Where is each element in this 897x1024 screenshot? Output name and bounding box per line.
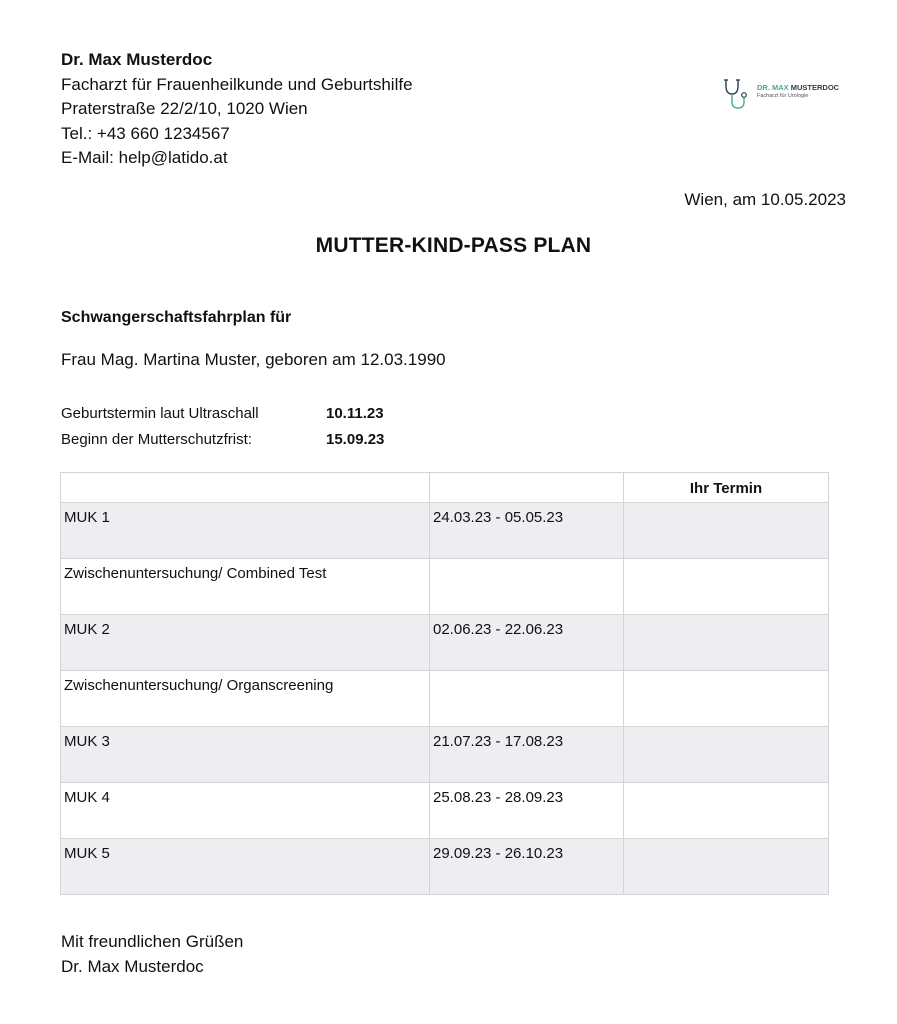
- appointment-cell: [624, 615, 829, 671]
- info-value: 15.09.23: [326, 431, 385, 448]
- table-header-cell: [430, 473, 624, 503]
- sender-specialty: Facharzt für Frauenheilkunde und Geburtshilfe: [61, 74, 413, 94]
- appointment-cell: [624, 727, 829, 783]
- sender-phone: Tel.: +43 660 1234567: [61, 123, 230, 143]
- page-title: MUTTER-KIND-PASS PLAN: [315, 234, 592, 257]
- appointment-cell: [624, 559, 829, 615]
- table-row: [61, 615, 829, 671]
- date-line: Wien, am 10.05.2023: [684, 190, 846, 209]
- patient-line: Frau Mag. Martina Muster, geboren am 12.03.1990: [61, 350, 446, 369]
- period-cell: 24.03.23 - 05.05.23: [430, 503, 624, 559]
- info-label: Geburtstermin laut Ultraschall: [61, 405, 259, 422]
- info-value: 10.11.23: [326, 405, 384, 422]
- sender-name: Dr. Max Musterdoc: [61, 50, 213, 69]
- info-row-maternity-leave: [61, 427, 384, 453]
- table-row: [61, 559, 829, 615]
- period-cell: 29.09.23 - 26.10.23: [430, 839, 624, 895]
- logo-subtitle: Facharzt für Urologie: [757, 93, 809, 99]
- table-row: [61, 839, 829, 895]
- period-cell: 02.06.23 - 22.06.23: [430, 615, 624, 671]
- appointment-cell: [624, 839, 829, 895]
- table-header-appointment: Ihr Termin: [624, 473, 829, 503]
- closing-greeting: Mit freundlichen Grüßen: [61, 932, 244, 951]
- table-row: [61, 783, 829, 839]
- exam-cell: Zwischenuntersuchung/ Combined Test: [61, 559, 430, 615]
- sender-email: E-Mail: help@latido.at: [61, 148, 228, 167]
- exam-cell: MUK 3: [61, 727, 430, 783]
- practice-logo: [722, 76, 852, 116]
- table-header-cell: [61, 473, 430, 503]
- table-row: [61, 671, 829, 727]
- table-header-row: [61, 473, 829, 503]
- period-cell: [430, 559, 624, 615]
- closing-block: [61, 929, 243, 979]
- table-row: [61, 503, 829, 559]
- info-label: Beginn der Mutterschutzfrist:: [61, 431, 252, 448]
- exam-cell: MUK 4: [61, 783, 430, 839]
- period-cell: [430, 671, 624, 727]
- logo-title-part2: MUSTERDOC: [790, 83, 840, 92]
- exam-cell: MUK 2: [61, 615, 430, 671]
- sender-address: Praterstraße 22/2/10, 1020 Wien: [61, 99, 308, 118]
- appointment-cell: [624, 783, 829, 839]
- table-row: [61, 727, 829, 783]
- period-cell: 25.08.23 - 28.09.23: [430, 783, 624, 839]
- info-block: [61, 401, 384, 453]
- appointment-cell: [624, 503, 829, 559]
- exam-cell: MUK 1: [61, 503, 430, 559]
- closing-signature: Dr. Max Musterdoc: [61, 957, 204, 976]
- appointment-cell: [624, 671, 829, 727]
- stethoscope-icon: [722, 76, 754, 112]
- info-row-due-date: [61, 401, 384, 427]
- logo-title-part1: DR. MAX: [757, 83, 789, 92]
- exam-plan-table: [60, 472, 829, 895]
- exam-cell: Zwischenuntersuchung/ Organscreening: [61, 671, 430, 727]
- exam-cell: MUK 5: [61, 839, 430, 895]
- period-cell: 21.07.23 - 17.08.23: [430, 727, 624, 783]
- subheading: Schwangerschaftsfahrplan für: [61, 309, 292, 326]
- sender-block: [61, 48, 413, 171]
